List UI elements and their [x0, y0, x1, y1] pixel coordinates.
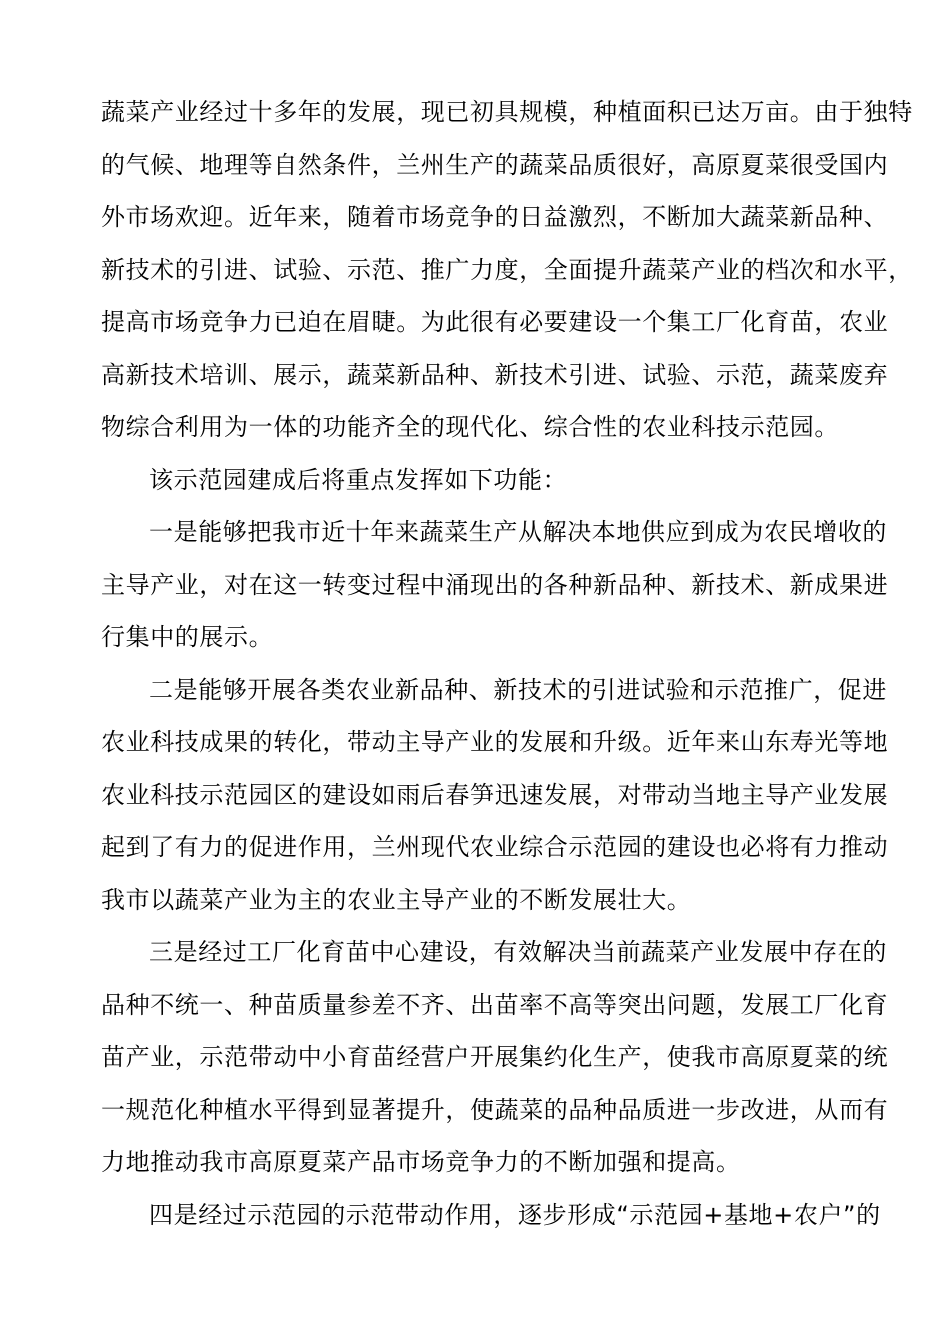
text-line: 农业科技示范园区的建设如雨后春笋迅速发展，对带动当地主导产业发展 [101, 780, 889, 809]
text-line: 品种不统一、种苗质量参差不齐、出苗率不高等突出问题，发展工厂化育 [101, 990, 889, 1019]
text-line: 二是能够开展各类农业新品种、新技术的引进试验和示范推广，促进 [149, 675, 887, 704]
paragraph-function-4 [101, 1189, 881, 1242]
text-line: 力地推动我市高原夏菜产品市场竞争力的不断加强和提高。 [101, 1148, 741, 1176]
text-line: 苗产业，示范带动中小育苗经营户开展集约化生产，使我市高原夏菜的统 [101, 1043, 889, 1071]
text-line: 一规范化种植水平得到显著提升，使蔬菜的品种品质进一步改进，从而有 [101, 1095, 889, 1124]
paragraph-function-3 [101, 926, 889, 1189]
text-line: 高新技术培训、展示，蔬菜新品种、新技术引进、试验、示范，蔬菜废弃 [101, 360, 889, 389]
paragraph-functions-intro [101, 454, 871, 507]
paragraph-function-2 [101, 664, 889, 927]
text-line: 的气候、地理等自然条件，兰州生产的蔬菜品质很好，高原夏菜很受国内 [101, 150, 889, 179]
text-line: 行集中的展示。 [101, 623, 274, 651]
text-line: 四是经过示范园的示范带动作用，逐步形成“示范园+基地+农户”的 [149, 1200, 881, 1229]
text-line: 蔬菜产业经过十多年的发展，现已初具规模，种植面积已达万亩。由于独特 [101, 98, 913, 126]
text-line: 我市以蔬菜产业为主的农业主导产业的不断发展壮大。 [101, 885, 692, 914]
text-line: 农业科技成果的转化，带动主导产业的发展和升级。近年来山东寿光等地 [101, 728, 889, 756]
text-line: 新技术的引进、试验、示范、推广力度，全面提升蔬菜产业的档次和水平， [101, 255, 913, 284]
paragraph-function-1 [101, 506, 889, 664]
text-line: 该示范园建成后将重点发挥如下功能： [149, 465, 568, 494]
text-line: 起到了有力的促进作用，兰州现代农业综合示范园的建设也必将有力推动 [101, 833, 889, 861]
text-line: 主导产业，对在这一转变过程中涌现出的各种新品种、新技术、新成果进 [101, 570, 889, 599]
text-line: 一是能够把我市近十年来蔬菜生产从解决本地供应到成为农民增收的 [149, 518, 887, 546]
document-body [101, 86, 913, 1241]
text-line: 提高市场竞争力已迫在眉睫。为此很有必要建设一个集工厂化育苗，农业 [101, 308, 889, 336]
text-line: 三是经过工厂化育苗中心建设，有效解决当前蔬菜产业发展中存在的 [149, 938, 887, 966]
text-line: 物综合利用为一体的功能齐全的现代化、综合性的农业科技示范园。 [101, 413, 839, 441]
text-line: 外市场欢迎。近年来，随着市场竞争的日益激烈，不断加大蔬菜新品种、 [101, 203, 889, 231]
paragraph-intro [101, 86, 913, 454]
